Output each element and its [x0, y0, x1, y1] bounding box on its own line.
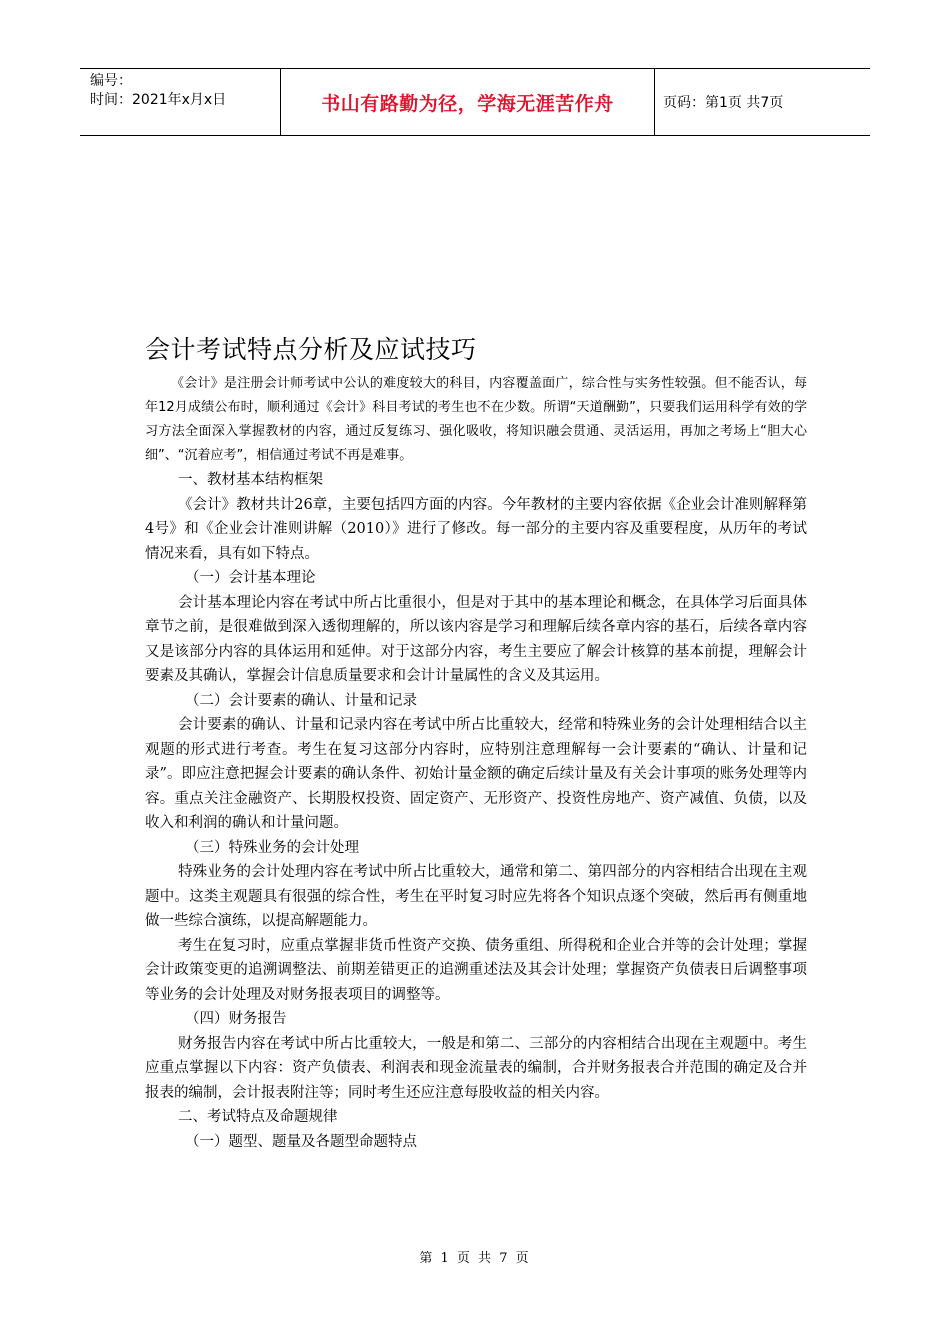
paragraph: 会计基本理论内容在考试中所占比重很小，但是对于其中的基本理论和概念，在具体学习后面具体章节之前，是很难做到深入透彻理解的，所以该内容是学习和理解后续各章内容的基石，后续各章内容又是该部分内容的具体运用和延伸。对于这部分内容，考生主要应了解会计核算的基本前提，理解会计要素及其确认，掌握会计信息质量要求和会计计量属性的含义及其运用。: [145, 594, 807, 684]
subsection-heading: （二）会计要素的确认、计量和记录: [185, 692, 417, 709]
paragraph: 《会计》教材共计26章，主要包括四方面的内容。今年教材的主要内容依据《企业会计准则解释第4号》和《企业会计准则讲解（2010）》进行了修改。每一部分的主要内容及重要程度，从历年的考试情况来看，具有如下特点。: [145, 496, 807, 562]
subsection-heading: （三）特殊业务的会计处理: [185, 839, 359, 856]
document-body: [145, 372, 807, 1154]
subsection-heading: （一）题型、题量及各题型命题特点: [185, 1133, 417, 1150]
header-motto: 书山有路勤为径，学海无涯苦作舟: [281, 69, 655, 135]
subsection-heading: （一）会计基本理论: [185, 570, 316, 586]
document-title: 会计考试特点分析及应试技巧: [145, 335, 477, 364]
header-table: [80, 68, 870, 136]
intro-paragraph: 《会计》是注册会计师考试中公认的难度较大的科目，内容覆盖面广，综合性与实务性较强。但不能否认，每年12月成绩公布时，顺利通过《会计》科目考试的考生也不在少数。所谓“天道酬勤”，只要我们运用科学有效的学习方法全面深入掌握教材的内容，通过反复练习、强化吸收，将知识融会贯通、灵活运用，再加之考场上“胆大心细”、“沉着应考”，相信通过考试不再是难事。: [145, 376, 807, 463]
paragraph: 特殊业务的会计处理内容在考试中所占比重较大，通常和第二、第四部分的内容相结合出现在主观题中。这类主观题具有很强的综合性，考生在平时复习时应先将各个知识点逐个突破，然后再有侧重地做一些综合演练，以提高解题能力。: [145, 864, 807, 929]
paragraph: 财务报告内容在考试中所占比重较大，一般是和第二、三部分的内容相结合出现在主观题中。考生应重点掌握以下内容：资产负债表、利润表和现金流量表的编制，合并财务报表合并范围的确定及合并报表的编制，会计报表附注等；同时考生还应注意每股收益的相关内容。: [145, 1035, 807, 1101]
section-heading: 二、考试特点及命题规律: [178, 1109, 338, 1125]
page-footer: 第 1 页 共 7 页: [419, 1251, 531, 1266]
header-left-cell: [80, 69, 281, 135]
date-label: 时间：2021年x月x日: [90, 92, 227, 108]
header-page-label: 页码：第1页 共7页: [663, 95, 784, 111]
code-label: 编号：: [90, 73, 132, 89]
subsection-heading: （四）财务报告: [185, 1011, 287, 1027]
section-heading: 一、教材基本结构框架: [178, 472, 323, 488]
paragraph: 会计要素的确认、计量和记录内容在考试中所占比重较大，经常和特殊业务的会计处理相结合以主观题的形式进行考查。考生在复习这部分内容时，应特别注意理解每一会计要素的“确认、计量和记录”。即应注意把握会计要素的确认条件、初始计量金额的确定后续计量及有关会计事项的账务处理等内容。重点关注金融资产、长期股权投资、固定资产、无形资产、投资性房地产、资产减值、负债，以及收入和利润的确认和计量问题。: [145, 717, 807, 831]
paragraph: 考生在复习时，应重点掌握非货币性资产交换、债务重组、所得税和企业合并等的会计处理；掌握会计政策变更的追溯调整法、前期差错更正的追溯重述法及其会计处理；掌握资产负债表日后调整事项等业务的会计处理及对财务报表项目的调整等。: [145, 937, 807, 1003]
